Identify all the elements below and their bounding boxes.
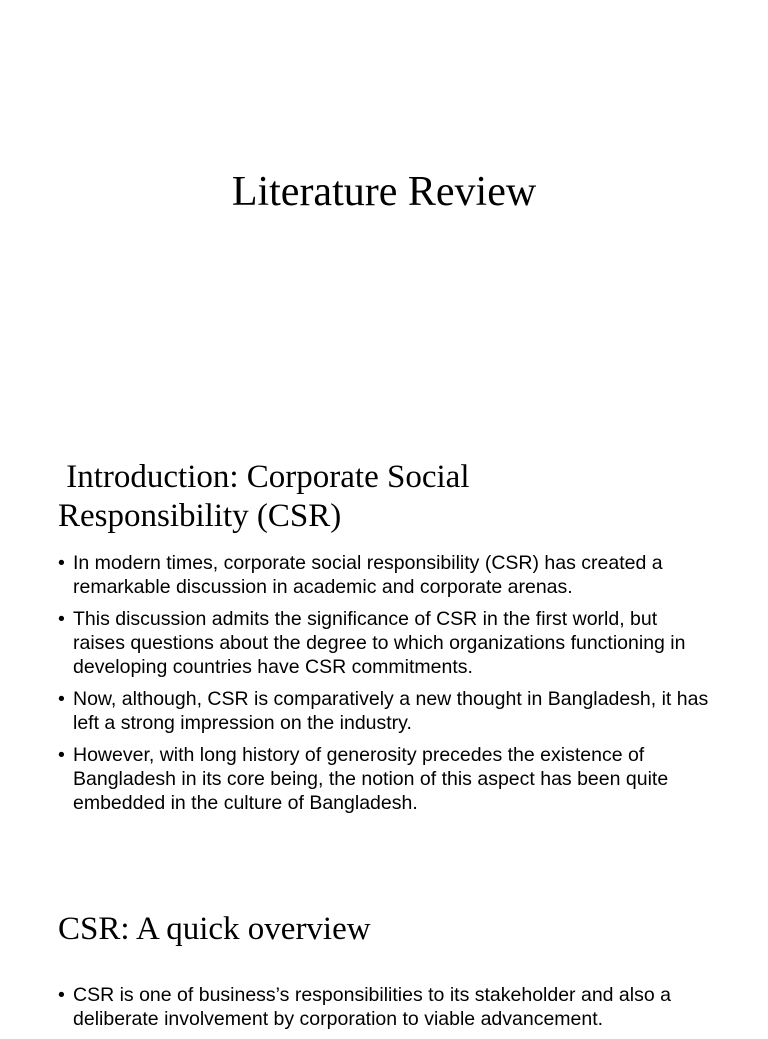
page-title: Literature Review bbox=[231, 169, 537, 215]
section-heading-overview bbox=[58, 910, 738, 949]
bullet-item bbox=[58, 687, 738, 735]
bullet-text: CSR is one of business’s responsibilities to its stakeholder and also a bbox=[73, 984, 671, 1006]
bullet-text: deliberate involvement by corporation to viable advancement. bbox=[73, 1008, 604, 1030]
heading-line: CSR: A quick overview bbox=[58, 911, 371, 947]
bullet-icon: • bbox=[58, 744, 65, 766]
slide-overview bbox=[0, 870, 768, 1030]
bullet-item bbox=[58, 743, 738, 815]
bullet-icon: • bbox=[58, 984, 65, 1006]
bullet-text: remarkable discussion in academic and corporate arenas. bbox=[73, 576, 573, 598]
bullet-text: Now, although, CSR is comparatively a new thought in Bangladesh, it has bbox=[73, 688, 709, 710]
bullet-list-overview bbox=[58, 983, 738, 1039]
bullet-icon: • bbox=[58, 552, 65, 574]
bullet-text: developing countries have CSR commitments. bbox=[73, 656, 473, 678]
bullet-text: raises questions about the degree to which organizations functioning in bbox=[73, 632, 686, 654]
bullet-text: However, with long history of generosity precedes the existence of bbox=[73, 744, 645, 766]
bullet-text: left a strong impression on the industry. bbox=[73, 712, 412, 734]
bullet-item bbox=[58, 607, 738, 679]
bullet-icon: • bbox=[58, 608, 65, 630]
bullet-text: embedded in the culture of Bangladesh. bbox=[73, 792, 418, 814]
bullet-text: This discussion admits the significance of CSR in the first world, but bbox=[73, 608, 658, 630]
slide-title-page bbox=[0, 0, 768, 430]
slide-introduction bbox=[0, 430, 768, 870]
bullet-text: In modern times, corporate social responsibility (CSR) has created a bbox=[73, 552, 663, 574]
bullet-icon: • bbox=[58, 688, 65, 710]
bullet-list-introduction bbox=[58, 551, 738, 823]
bullet-item bbox=[58, 551, 738, 599]
heading-line: Responsibility (CSR) bbox=[58, 498, 342, 534]
section-heading-introduction bbox=[58, 458, 738, 536]
bullet-text: Bangladesh in its core being, the notion of this aspect has been quite bbox=[73, 768, 669, 790]
heading-line: Introduction: Corporate Social bbox=[58, 459, 470, 495]
